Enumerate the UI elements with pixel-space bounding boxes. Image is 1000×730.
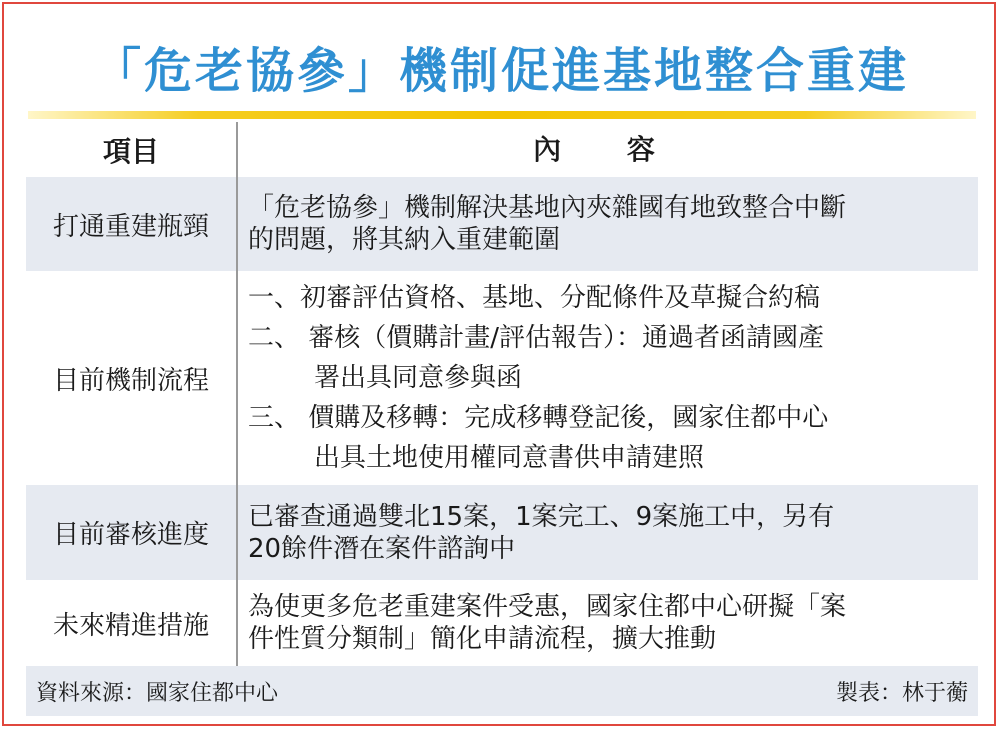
footer-bar	[26, 666, 978, 716]
row-content	[238, 177, 978, 271]
source-note: 資料來源：國家住都中心	[36, 680, 279, 706]
table-row	[26, 271, 978, 485]
content-table	[26, 122, 978, 666]
credit-note: 製表：林于蘅	[835, 680, 968, 706]
content-line: 一、初審評估資格、基地、分配條件及草擬合約稿	[248, 283, 821, 313]
table-row	[26, 485, 978, 580]
header-item-column: 項目	[26, 122, 238, 177]
header-content-column: 內 容	[533, 132, 683, 166]
table-row	[26, 177, 978, 271]
row-content	[238, 271, 978, 485]
row-item-label: 打通重建瓶頸	[26, 177, 238, 271]
row-content	[238, 580, 978, 666]
content-line: 三、 價購及移轉：完成移轉登記後，國家住都中心	[248, 403, 829, 433]
row-item-label: 目前審核進度	[26, 485, 238, 580]
table-row	[26, 580, 978, 666]
row-item-label: 未來精進措施	[26, 580, 238, 666]
page-title: 「危老協參」機制促進基地整合重建	[92, 43, 909, 99]
content-line: 二、 審核（價購計畫/評估報告）：通過者函請國產	[248, 323, 825, 353]
table-header-row	[26, 122, 978, 177]
content-line: 為使更多危老重建案件受惠，國家住都中心研擬「案	[248, 592, 847, 622]
content-line: 已審查通過雙北15案，1案完工、9案施工中，另有	[248, 501, 835, 532]
row-content	[238, 485, 978, 580]
row-item-label: 目前機制流程	[26, 271, 238, 485]
content-line: 20餘件潛在案件諮詢中	[248, 533, 516, 564]
content-line: 署出具同意參與函	[314, 363, 523, 393]
infographic-frame	[2, 2, 996, 726]
content-line: 件性質分類制」簡化申請流程，擴大推動	[248, 624, 717, 654]
content-line: 的問題，將其納入重建範圍	[248, 225, 561, 255]
content-line: 「危老協參」機制解決基地內夾雜國有地致整合中斷	[248, 193, 847, 223]
content-line: 出具土地使用權同意書供申請建照	[314, 443, 705, 473]
title-divider	[28, 111, 976, 119]
